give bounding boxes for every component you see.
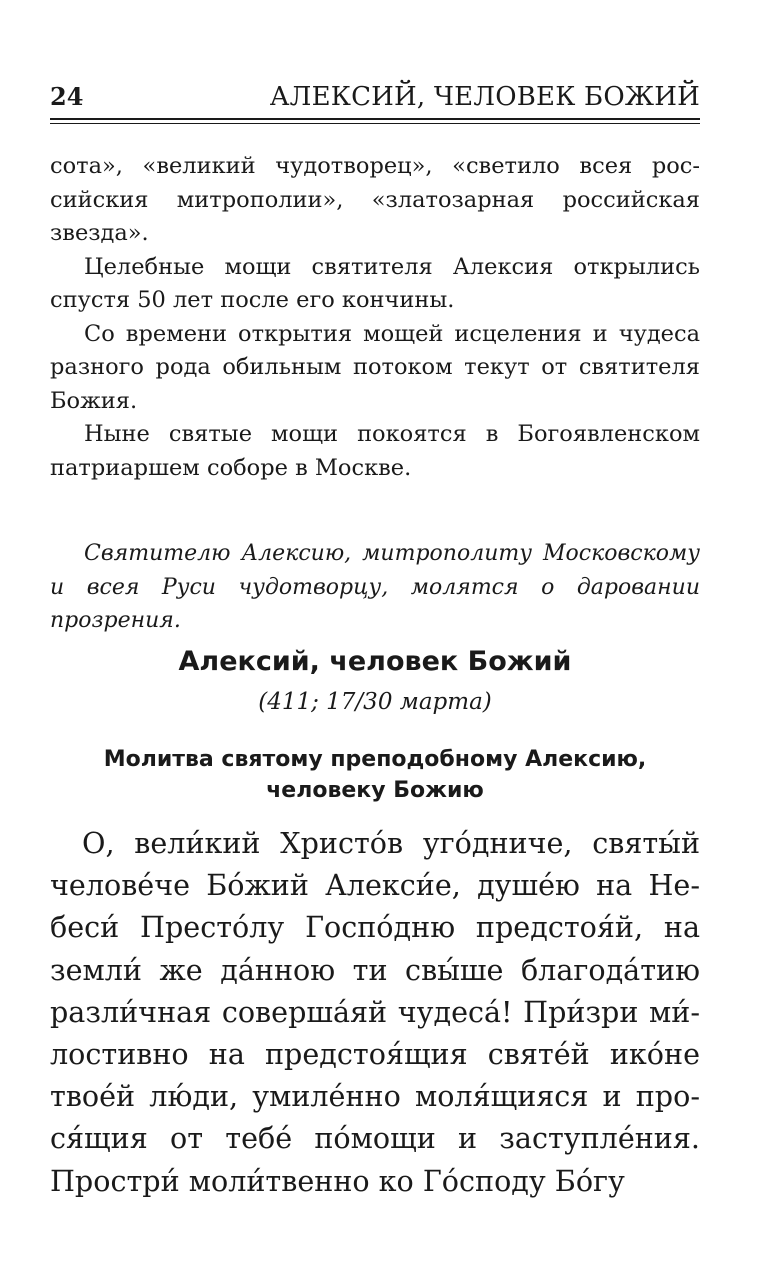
prayer-heading (50, 744, 700, 806)
body-text (50, 150, 700, 485)
prayer-heading-line-2: человеку Божию (266, 778, 484, 803)
section-title: Алексий, человек Божий (178, 646, 572, 677)
book-page (50, 0, 700, 1279)
prayer-purpose-note: Святителю Алексию, митрополиту Московскому и всея Руси чудотворцу, молятся о даровании прозрения. (50, 541, 700, 633)
paragraph-relics-location: Ныне святые мощи покоятся в Богоявленском патриаршем соборе в Москве. (50, 421, 700, 481)
prayer-heading-line-1: Молитва святому преподобному Алексию, (103, 747, 647, 772)
paragraph-healings: Со времени открытия мощей исцеления и чудеса разного рода обильным потоком текут от святителя Божия. (50, 320, 700, 414)
paragraph-relics-opened: Целебные мощи святителя Алексия открылись спустя 50 лет после его кончины. (50, 253, 700, 313)
feast-date: (411; 17/30 марта) (258, 689, 492, 715)
running-head (50, 80, 700, 120)
header-double-rule (50, 118, 700, 124)
running-title: АЛЕКСИЙ, ЧЕЛОВЕК БОЖИЙ (269, 82, 700, 112)
prayer-text: О, вели́кий Христо́в уго́дниче, святы́й челове́че Бо́жий Алекси́е, душе́ю на Небеси́ Престо́лу Госпо́дню предстоя́й, на земли́ же да́нною ти свы́ше благода́тию разли́чная соверша́яй чудеса́! При́зри ми́лостивно на предстоя́щия святе́й ико́не твое́й лю́ди, умиле́нно моля́щияся и прося́щия от тебе́ по́мощи и заступле́ния. Простри́ моли́твенно ко Го́споду Бо́гу (50, 826, 700, 1198)
page-number: 24 (50, 82, 84, 111)
paragraph-continuation: сота», «великий чудотворец», «светило всея российския митрополии», «златозарная российская звезда». (50, 153, 700, 246)
